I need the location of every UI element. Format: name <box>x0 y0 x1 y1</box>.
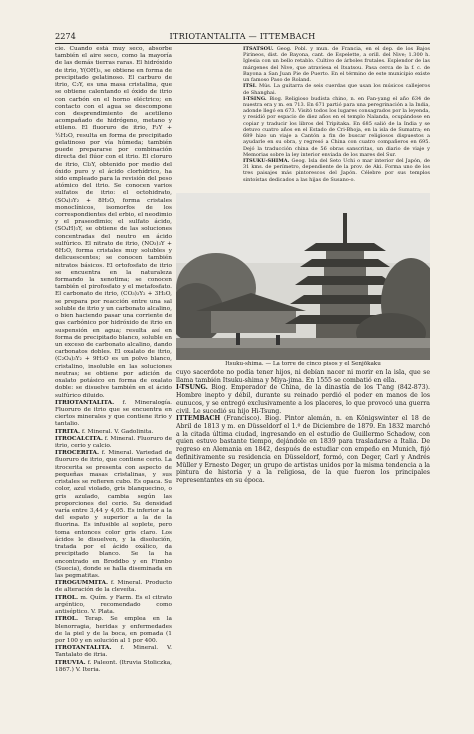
entry-body: (Francisco). Biog. Pintor alemán, n. en Königswinter el 18 de Abril de 1813 y m. en Düsseldorf el 1.º de Diciembre de 1879. En 1832 marchó a la citada última ciudad, ingresando en el estudio de Guillermo Schadow, con quien estuvo bastante tiempo, dejándole en 1839 para trasladarse a Italia. De regreso en Alemania en 1842, después de estudiar con empeño en Munich, fijó definitivamente su residencia en Düsseldorf, formó, con Deger, Carl y Andrés Müller y Ernesto Deger, un grupo de artistas unidos por la misma tendencia a la pintura de historia y a la religiosa, de la que fueron los principales representantes en su época. <box>176 415 430 485</box>
dictionary-entry <box>55 616 172 645</box>
page-number: 2274 <box>55 31 76 41</box>
entry-headword: ITROCALCITA. <box>55 435 103 442</box>
dictionary-entry <box>55 645 172 659</box>
dictionary-entry <box>243 83 430 95</box>
entry-headword: ITSUKU-SHIMA. <box>243 157 290 164</box>
entry-body: cuyo sacerdote no podía tener hijos, ni debían nacer ni morir en la isla, que se llama también Itsuku-shima y Miya-jima. En 1555 se combatió en ella. <box>176 369 430 384</box>
entry-headword: I-TSUNG. <box>176 384 208 392</box>
entry-body: f. Mineral. Producto de alteración de la cleveíta. <box>55 580 172 594</box>
page-header <box>55 30 430 42</box>
dictionary-entry <box>243 96 430 158</box>
entry-headword: ITRUVIA. <box>55 659 86 666</box>
pagoda-illustration <box>176 193 430 360</box>
entry-headword: ITTEMBACH <box>176 415 221 423</box>
dictionary-entry <box>55 595 172 617</box>
dictionary-entry <box>55 450 172 580</box>
entry-body: Mús. La guitarra de seis cuerdas que usan los músicos callejeros de Shanghai. <box>243 83 430 96</box>
dictionary-entry <box>176 369 430 384</box>
dictionary-entry <box>55 580 172 594</box>
entry-body: f. Mineral. Variedad de fluoruro de itrio, que contiene cerio. La itrocerita se presenta con aspecto de pequeñas masas cristalinas, y sus cristales se refieren cubo. Es opaca. Su color, azul violado, gris blanquecino, o gris azulado, cambia según las proporciones del cerio. Su densidad varía entre 3,44 y 4,05. Es inferior a la del espato y superior a la de la fluorina. Es infusible al soplete, pero toma entonces color gris claro. Los ácidos le disuelven, y la disolución, tratada por el ácido oxálico, da precipitado blanco. Se la ha encontrado en Broddbo y en Finnbo (Suecia), donde se halla diseminada en las pegmatitas. <box>55 450 172 579</box>
entry-body: Geog. Isla del Seto Uchi o mar interior del Japón, de 31 kms. de perímetro, dependiente de la prov. de Aki. Forma uno de los tres paisajes más pintorescos del Japón. Célebre por sus templos sintoístas dedicados a las hijas de Susano-o. <box>243 157 430 183</box>
dictionary-entry <box>243 46 430 83</box>
entry-body: Terap. Se emplea en la blenorragia, heridas y enfermedades de la piel y de la boca, en pomada (1 por 100 y en solución al 1 por 400. <box>55 616 172 644</box>
entry-body: f. Paleont. (Itruvia Stoliczka, 1867.) V. Iteria. <box>55 659 172 673</box>
entry-body: f. Mineralogía. Fluoruro de itrio que se encuentra en ciertos minerales y que contiene itrio y tantalio. <box>55 399 172 428</box>
entry-headword: ITRIOTANTALITA. <box>55 399 115 406</box>
entry-headword: ITSI. <box>243 83 257 90</box>
entry-body: m. Quím. y Farm. Es el citrato argéntico, recomendado como antiséptico. V. Plata. <box>55 594 172 616</box>
entry-body: Biog. Religioso budista chino, n. en Fan-yang el año 634 de nuestra era y m. en 713. En 671 partió para una peregrinación a la India, adonde llegó en 673. Visitó todos los lugares consagrados por la leyenda, y residió por espacio de diez años en el templo Nalanda, ocupándose en copiar y traducir los libros del Tripitaka. En 685 salió de la India y se detuvo cuatro años en el Estado de Cri-Bhoja, en la isla de Sumatra; en 689 hizo un viaje a Cantón a fin de buscar religiosos dispuestos a ayudarle en su obra, y regresó a China con cuatro compañeros en 695. Dejó la traducción china de 56 obras sanscritas, un diario de viaje y Memorias sobre la ley interior enviada de los mares del Sur. <box>243 95 430 158</box>
page-running-title: ITRIOTANTALITA — ITTEMBACH <box>169 31 316 41</box>
dictionary-entry <box>55 400 172 429</box>
dictionary-entry <box>176 384 430 415</box>
left-column-top <box>55 46 172 696</box>
entry-headword: ITROL. <box>55 616 78 623</box>
entry-body: f. Mineral. Fluoruro de itrio, cerio y calcio. <box>55 435 172 450</box>
dictionary-entry <box>243 158 430 183</box>
entry-headword: I-TSING. <box>243 95 267 102</box>
entry-headword: ITROGUMMITA. <box>55 580 108 587</box>
entry-body: f. Mineral. V. Gadolinita. <box>81 428 154 435</box>
itrio-continuation-text: cie. Cuando está muy seco, absorbe también el aire seco, como la mayoría de las demás tierras raras. El hidróxido de itrio, Y(OH)₃, se obtiene en forma de precipitado gelatinoso. El carburo de itrio, C₂Y, es una masa cristalina, que se obtiene calentando el óxido de itrio con carbón en el horno eléctrico; en contacto con el agua se descompone con desprendimiento de acetileno acompañado de hidrógeno, metano y etileno. El fluoruro de itrio, F₃Y + ½H₂O, resulta en forma de precipitado gelatinoso por vía húmeda; también puede prepararse por combinación directa del flúor con el itrio. El cloruro de itrio, Cl₃Y, obtenido por medio del óxido puro y el ácido clorhídrico, ha sido empleado para la revisión del peso atómico del itrio. Se conocen varios sulfatos de itrio: el octohidrato, (SO₄)₃Y₂ + 8H₂O, forma cristales monoclínicos, isomorfos de los correspondientes del erbio, el neodimio y el praseodimio; el sulfato ácido, (SO₄H)₃Y, se obtiene de las soluciones concentradas del neutro en ácido sulfúrico. El nitrato de itrio, (NO₃)₃Y + 6H₂O, forma cristales muy solubles y delicuescentes; se conocen también nitratos básicos. El ortofosfato de itrio se encuentra en la naturaleza formando la xenotima; se conocen también el pirofosfato y el metafosfato. El carbonato de itrio, (CO₃)₃Y₂ + 3H₂O, se prepara por reacción entre una sal soluble de itrio y un carbonato alcalino, o bien haciendo pasar una corriente de gas carbónico por hidróxido de itrio en suspensión en agua; resulta así en forma de precipitado blanco, soluble en un exceso de carbonato alcalino, dando carbonatos dobles. El oxalato de itrio, (C₂O₄)₃Y₂ + 9H₂O es un polvo blanco, cristalino, insoluble en las soluciones neutras; se obtiene por adición de oxalato potásico en forma de oxalato doble: se disuelve también en el ácido sulfúrico diluido. <box>55 46 172 399</box>
entry-headword: ITSATSOU. <box>243 46 274 52</box>
dictionary-entry <box>55 660 172 674</box>
photo-caption: Itsuku-shima. — La torre de cinco pisos y el Senjōkaku <box>225 361 381 367</box>
dictionary-entry <box>55 436 172 450</box>
right-column-top <box>243 46 430 190</box>
entry-body: Biog. Emperador de China, de la dinastía de los T'ang (842-873). Hombre inepto y débil, durante su reinado perdió el poder en manos de los eunucos, y se entregó exclusivamente a los placeres, lo que provocó una guerra civil. Le sucedió su hijo Hi-Tsung. <box>176 384 430 415</box>
entry-headword: ITRITA. <box>55 428 81 435</box>
entry-headword: ITROCERITA. <box>55 450 99 457</box>
right-column-bottom <box>176 369 430 689</box>
entry-body: f. Mineral. V. Tantalato de itria. <box>55 645 172 659</box>
entry-headword: ITROL. <box>55 594 78 601</box>
header-rule <box>55 43 430 44</box>
dictionary-entry <box>55 429 172 436</box>
entry-headword: ITROTANTALITA. <box>55 645 112 652</box>
pagoda-photograph <box>176 193 430 360</box>
entry-body: Geog. Pobl. y mun. de Francia, en el dep. de los Bajos Pirineos, dist. de Bayona, cant. de Espelette, a orill. del Nive; 1.300 h. Iglesia con un bello retablo. Cultivo de árboles frutales. Esplendor de las márgenes del Nive, que atraviesa el Itsatsou. Pasa cerca de la f. c. de Bayona a San Juan Pie de Puerto. En el término de este municipio existe un famoso Paso de Roland. <box>243 46 430 84</box>
dictionary-entry <box>176 415 430 484</box>
